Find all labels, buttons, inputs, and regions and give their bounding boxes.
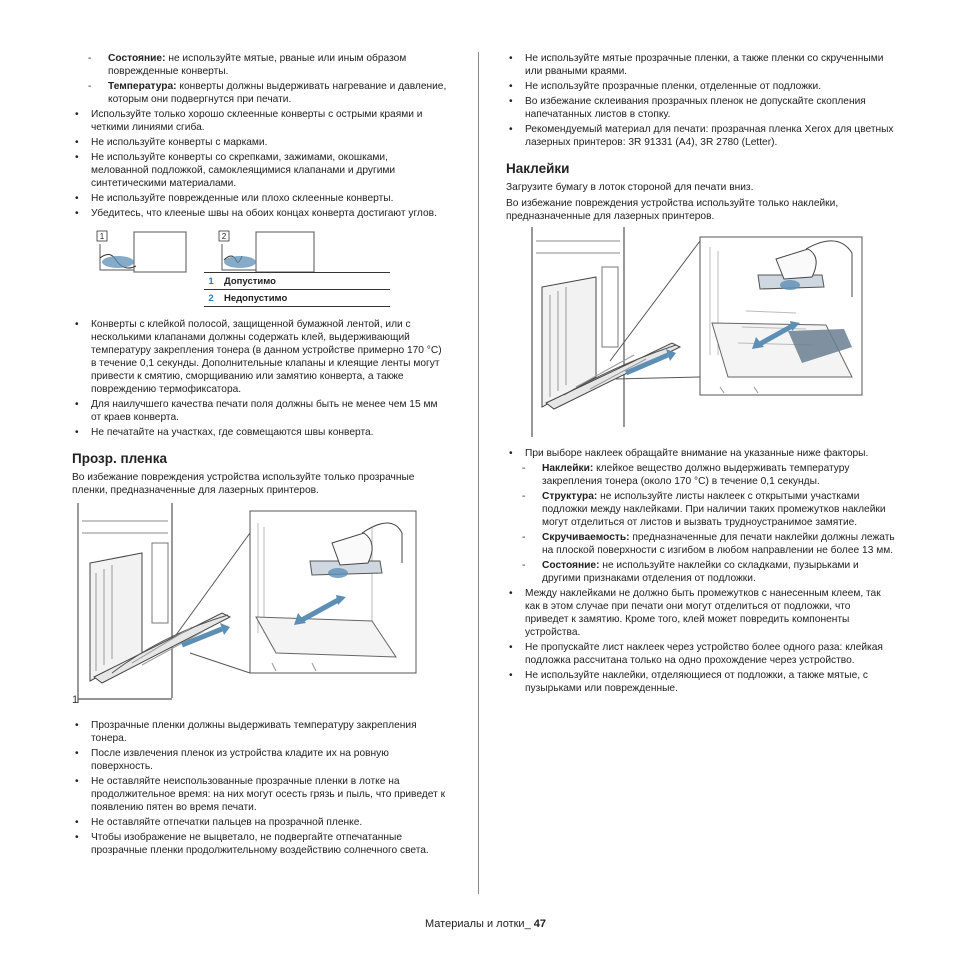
list-item: • После извлечения пленок из устройства кладите их на ровную поверхность. [72, 747, 448, 773]
left-column [72, 52, 448, 859]
list-item: • Для наилучшего качества печати поля должны быть не менее чем 15 мм от краев конверта. [72, 398, 448, 424]
list-item [506, 490, 896, 529]
labels-loading-illustration [506, 227, 896, 439]
term: Наклейки: [542, 463, 594, 474]
section-title-labels: Наклейки [506, 161, 570, 176]
envelope-guidelines [72, 52, 448, 220]
item-text: конверты должны выдерживать нагревание и давление, которым они подвергнутся при печати. [108, 81, 447, 105]
list-item [506, 462, 896, 488]
envelope-guidelines-more [72, 318, 448, 439]
printer-tray-illustration [506, 227, 866, 439]
section-title-transparency: Прозр. пленка [72, 451, 167, 466]
list-item: • Не оставляйте отпечатки пальцев на прозрачной пленке. [72, 816, 448, 829]
callout-1: 1 [72, 694, 79, 706]
legend-label: Недопустимо [224, 292, 288, 304]
right-column [506, 52, 896, 697]
list-item: • Рекомендуемый материал для печати: прозрачная пленка Xerox для цветных лазерных принтеров: 3R 91331 (A4), 3R 2780 (Letter). [506, 123, 896, 149]
list-item: • Конверты с клейкой полосой, защищенной бумажной лентой, или с несколькими клапанами должны содержать клей, выдерживающий температуру закрепления тонера (в данном устройстве примерно 170 °C) в течение 0,1 секунды. Дополнительные клапаны и клеящие ленты могут привести к смятию, сморщиванию или замятию конверта, а также повреждению термофиксатора. [72, 318, 448, 396]
list-item [72, 80, 448, 106]
callout-1: 1 [99, 232, 105, 241]
transparency-guidelines-cont [506, 52, 896, 149]
column-divider [478, 52, 479, 894]
term: Состояние: [108, 53, 166, 64]
term: Температура: [108, 81, 177, 92]
list-item: • Прозрачные пленки должны выдерживать температуру закрепления тонера. [72, 719, 448, 745]
list-item: • Не оставляйте неиспользованные прозрачные пленки в лотке на продолжительное время: на них могут осесть грязь и пыль, что приведет к появлению пятен во время печати. [72, 775, 448, 814]
list-item: • Не используйте конверты со скрепками, зажимами, окошками, мелованной подложкой, самоклеящимися клапанами и другими синтетическими материалами. [72, 151, 448, 190]
item-text: не используйте наклейки со складками, пузырьками и другими признаками отделения от подложки. [542, 560, 859, 584]
item-text: клейкое вещество должно выдерживать температуру закрепления тонера (около 170 °C) в течение 0,1 секунды. [542, 463, 850, 487]
list-item: • Используйте только хорошо склеенные конверты с острыми краями и четкими линиями сгиба. [72, 108, 448, 134]
labels-guidelines [506, 447, 896, 695]
transparency-loading-illustration [72, 503, 448, 713]
section-intro: Во избежание повреждения устройства используйте только наклейки, предназначенные для лазерных принтеров. [506, 198, 839, 222]
list-item: • Во избежание склеивания прозрачных пленок не допускайте скопления напечатанных листов в стопку. [506, 95, 896, 121]
legend-label: Допустимо [224, 275, 276, 287]
list-item: • Не используйте поврежденные или плохо склеенные конверты. [72, 192, 448, 205]
term: Структура: [542, 491, 598, 502]
envelope-acceptable-illustration [96, 230, 226, 278]
item-text: не используйте листы наклеек с открытыми участками подложки между наклейками. При наличии таких промежутков наклейки могут отделиться от листов и вызвать труднoустранимое замятие. [542, 491, 886, 528]
transparency-guidelines [72, 719, 448, 857]
list-item: • При выборе наклеек обращайте внимание на указанные ниже факторы. [506, 447, 896, 460]
item-text: предназначенные для печати наклейки должны лежать на плоской поверхности с изгибом в любом направлении не более 13 мм. [542, 532, 895, 556]
list-item: • Не пропускайте лист наклеек через устройство более одного раза: клейкая подложка рассчитана только на одно прохождение через устройство. [506, 641, 896, 667]
figure-legend [204, 272, 390, 307]
list-item: • Не используйте конверты с марками. [72, 136, 448, 149]
list-item: • Убедитесь, что клееные швы на обоих концах конверта достигают углов. [72, 207, 448, 220]
footer-section-title: Материалы и лотки_ [425, 918, 534, 930]
section-intro: Загрузите бумагу в лоток стороной для печати вниз. [506, 182, 754, 193]
list-item: • Чтобы изображение не выцветало, не подвергайте отпечатанные прозрачные пленки продолжительному воздействию солнечного света. [72, 831, 448, 857]
legend-number: 2 [208, 292, 214, 304]
list-item: • Не печатайте на участках, где совмещаются швы конверта. [72, 426, 448, 439]
term: Состояние: [542, 560, 600, 571]
item-text: не используйте мятые, рваные или иным образом поврежденные конверты. [108, 53, 407, 77]
term: Скручиваемость: [542, 532, 630, 543]
envelope-unacceptable-illustration [218, 230, 348, 278]
page-footer [425, 918, 546, 931]
list-item [506, 531, 896, 557]
list-item: • Между наклейками не должно быть промежутков с нанесенным клеем, так как в этом случае при печати они могут отделиться от подложки, что приведет к замятию. Кроме того, клей может повредить компоненты устройства. [506, 587, 896, 639]
legend-number: 1 [208, 275, 214, 287]
callout-2: 2 [221, 232, 227, 241]
list-item: • Не используйте прозрачные пленки, отделенные от подложки. [506, 80, 896, 93]
printer-tray-illustration [72, 503, 422, 713]
legend-row [204, 289, 390, 307]
list-item: • Не используйте наклейки, отделяющиеся от подложки, а также мятые, с пузырьками или поврежденные. [506, 669, 896, 695]
list-item [506, 559, 896, 585]
list-item [72, 52, 448, 78]
section-intro: Во избежание повреждения устройства используйте только прозрачные пленки, предназначенные для лазерных принтеров. [72, 472, 415, 496]
list-item: • Не используйте мятые прозрачные пленки, а также пленки со скрученными или рваными краями. [506, 52, 896, 78]
envelope-seam-figure [72, 224, 448, 314]
page-number: 47 [533, 918, 546, 930]
legend-row [204, 272, 390, 289]
